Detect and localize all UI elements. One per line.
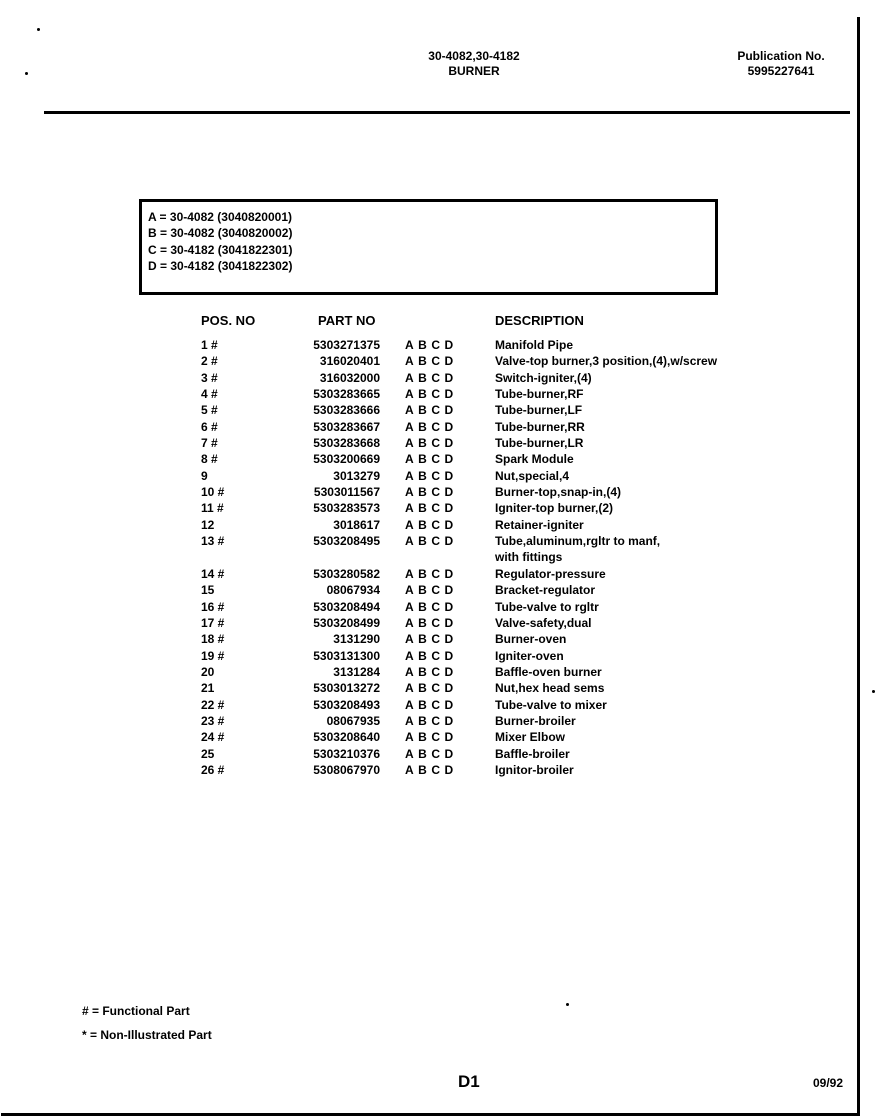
models-cell: ABCD (405, 501, 458, 516)
table-row (0, 599, 880, 615)
model-numbers: 30-4082,30-4182 (428, 49, 520, 63)
pos-cell: 23 # (201, 713, 225, 728)
pos-cell: 18 # (201, 632, 225, 647)
description-cell: Tube,aluminum,rgltr to manf, with fittings (495, 534, 661, 565)
pos-cell: 8 # (201, 452, 218, 467)
part-number-cell: 5303283668 (313, 436, 380, 451)
table-row (0, 419, 880, 435)
table-row (0, 631, 880, 647)
table-row (0, 435, 880, 451)
table-row (0, 664, 880, 680)
part-number-cell: 08067934 (326, 583, 380, 598)
table-row (0, 648, 880, 664)
legend-non-illustrated: * = Non-Illustrated Part (82, 1028, 212, 1042)
part-number-cell: 5303283573 (313, 501, 380, 516)
part-number-cell: 5308067970 (313, 762, 380, 777)
table-row (0, 697, 880, 713)
revision-date: 09/92 (813, 1076, 844, 1090)
part-number-cell: 5303200669 (313, 452, 380, 467)
models-cell: ABCD (405, 713, 458, 728)
pos-cell: 12 (201, 517, 215, 532)
publication-label: Publication No. (737, 49, 825, 63)
description-cell: Nut,special,4 (495, 468, 570, 483)
pos-cell: 5 # (201, 403, 218, 418)
table-row (0, 729, 880, 745)
model-key-d: D = 30-4182 (3041822302) (148, 258, 293, 273)
pos-cell: 25 (201, 746, 215, 761)
table-row (0, 402, 880, 418)
table-row (0, 713, 880, 729)
pos-cell: 11 # (201, 501, 224, 516)
publication-number: 5995227641 (747, 64, 815, 78)
description-cell: Baffle-broiler (495, 746, 570, 761)
table-row (0, 353, 880, 369)
description-cell: Valve-safety,dual (495, 615, 592, 630)
models-cell: ABCD (405, 468, 458, 483)
models-cell: ABCD (405, 517, 458, 532)
pos-cell: 22 # (201, 697, 225, 712)
models-cell: ABCD (405, 338, 458, 352)
table-row (0, 615, 880, 631)
scan-speck (566, 1003, 569, 1006)
models-cell: ABCD (405, 599, 458, 614)
models-cell: ABCD (405, 681, 458, 696)
column-header-part: PART NO (318, 313, 376, 328)
document-header (414, 49, 534, 79)
pos-cell: 2 # (201, 354, 218, 369)
table-row (0, 566, 880, 582)
pos-cell: 21 (201, 681, 215, 696)
description-cell: Igniter-top burner,(2) (495, 501, 613, 516)
description-cell: Tube-burner,LF (495, 403, 583, 418)
description-cell: Tube-valve to rgltr (495, 599, 599, 614)
description-cell: Burner-oven (495, 632, 567, 647)
description-cell: Tube-burner,RR (495, 419, 585, 434)
part-number-cell: 5303208493 (313, 697, 380, 712)
models-cell: ABCD (405, 354, 458, 369)
pos-cell: 15 (201, 583, 215, 598)
models-cell: ABCD (405, 648, 458, 663)
models-cell: ABCD (405, 632, 458, 647)
publication-info (726, 49, 836, 79)
pos-cell: 1 # (201, 338, 218, 352)
models-cell: ABCD (405, 583, 458, 598)
table-row (0, 451, 880, 467)
description-cell: Tube-burner,RF (495, 387, 584, 402)
models-cell: ABCD (405, 746, 458, 761)
table-row (0, 582, 880, 598)
pos-cell: 9 (201, 468, 208, 483)
pos-cell: 16 # (201, 599, 225, 614)
models-cell: ABCD (405, 452, 458, 467)
description-cell: Igniter-oven (495, 648, 564, 663)
pos-cell: 3 # (201, 370, 218, 385)
description-cell: Nut,hex head sems (495, 681, 605, 696)
part-number-cell: 5303011567 (313, 485, 380, 500)
header-divider (44, 111, 850, 114)
description-cell: Tube-burner,LR (495, 436, 584, 451)
part-number-cell: 316020401 (319, 354, 380, 369)
section-title: BURNER (448, 64, 500, 78)
models-cell: ABCD (405, 664, 458, 679)
model-key-box (139, 199, 718, 295)
part-number-cell: 5303013272 (313, 681, 380, 696)
pos-cell: 4 # (201, 387, 218, 402)
description-cell: Retainer-igniter (495, 517, 584, 532)
part-number-cell: 3131284 (333, 664, 380, 679)
models-cell: ABCD (405, 403, 458, 418)
table-row (0, 500, 880, 516)
pos-cell: 6 # (201, 419, 218, 434)
models-cell: ABCD (405, 697, 458, 712)
legend-functional: # = Functional Part (82, 1004, 190, 1018)
table-row (0, 762, 880, 778)
part-number-cell: 316032000 (319, 370, 380, 385)
pos-cell: 7 # (201, 436, 218, 451)
table-row (0, 337, 880, 353)
models-cell: ABCD (405, 615, 458, 630)
description-cell: Valve-top burner,3 position,(4),w/screw (495, 354, 718, 369)
description-cell: Spark Module (495, 452, 574, 467)
part-number-cell: 5303210376 (313, 746, 380, 761)
part-number-cell: 5303208640 (313, 730, 380, 745)
pos-cell: 17 # (201, 615, 225, 630)
models-cell: ABCD (405, 762, 458, 777)
model-key-b: B = 30-4082 (3040820002) (148, 226, 293, 241)
models-cell: ABCD (405, 566, 458, 581)
page-number: D1 (458, 1072, 480, 1091)
table-row (0, 484, 880, 500)
table-row (0, 746, 880, 762)
scan-speck (37, 28, 40, 31)
part-number-cell: 5303208499 (313, 615, 380, 630)
part-number-cell: 5303283665 (313, 387, 380, 402)
table-row (0, 680, 880, 696)
part-number-cell: 5303208495 (313, 534, 380, 549)
part-number-cell: 08067935 (326, 713, 380, 728)
pos-cell: 19 # (201, 648, 225, 663)
description-cell: Tube-valve to mixer (495, 697, 607, 712)
models-cell: ABCD (405, 370, 458, 385)
part-number-cell: 5303208494 (313, 599, 380, 614)
description-cell: Switch-igniter,(4) (495, 370, 592, 385)
part-number-cell: 3013279 (333, 468, 380, 483)
description-cell: Bracket-regulator (495, 583, 596, 598)
description-cell: Baffle-oven burner (495, 664, 602, 679)
table-row (0, 517, 880, 533)
table-row (0, 533, 880, 566)
model-key-c: C = 30-4182 (3041822301) (148, 242, 293, 257)
scan-speck (872, 690, 875, 693)
description-cell: Regulator-pressure (495, 566, 606, 581)
description-cell: Mixer Elbow (495, 730, 566, 745)
description-cell: Burner-top,snap-in,(4) (495, 485, 621, 500)
table-row (0, 370, 880, 386)
pos-cell: 24 # (201, 730, 225, 745)
column-header-description: DESCRIPTION (495, 313, 584, 328)
part-number-cell: 5303280582 (313, 566, 380, 581)
part-number-cell: 5303283667 (313, 419, 380, 434)
table-row (0, 468, 880, 484)
parts-list (0, 337, 880, 778)
pos-cell: 10 # (201, 485, 225, 500)
models-cell: ABCD (405, 436, 458, 451)
scan-speck (25, 72, 28, 75)
part-number-cell: 3131290 (333, 632, 380, 647)
part-number-cell: 3018617 (333, 517, 380, 532)
pos-cell: 14 # (201, 566, 225, 581)
part-number-cell: 5303271375 (313, 338, 380, 352)
description-cell: Burner-broiler (495, 713, 576, 728)
table-row (0, 386, 880, 402)
models-cell: ABCD (405, 419, 458, 434)
pos-cell: 13 # (201, 534, 225, 549)
models-cell: ABCD (405, 387, 458, 402)
description-cell: Ignitor-broiler (495, 762, 574, 777)
column-header-pos: POS. NO (201, 313, 256, 328)
models-cell: ABCD (405, 534, 458, 549)
part-number-cell: 5303283666 (313, 403, 380, 418)
part-number-cell: 5303131300 (313, 648, 380, 663)
pos-cell: 26 # (201, 762, 225, 777)
model-key-a: A = 30-4082 (3040820001) (148, 210, 292, 224)
description-cell: Manifold Pipe (495, 338, 573, 352)
models-cell: ABCD (405, 485, 458, 500)
models-cell: ABCD (405, 730, 458, 745)
pos-cell: 20 (201, 664, 215, 679)
